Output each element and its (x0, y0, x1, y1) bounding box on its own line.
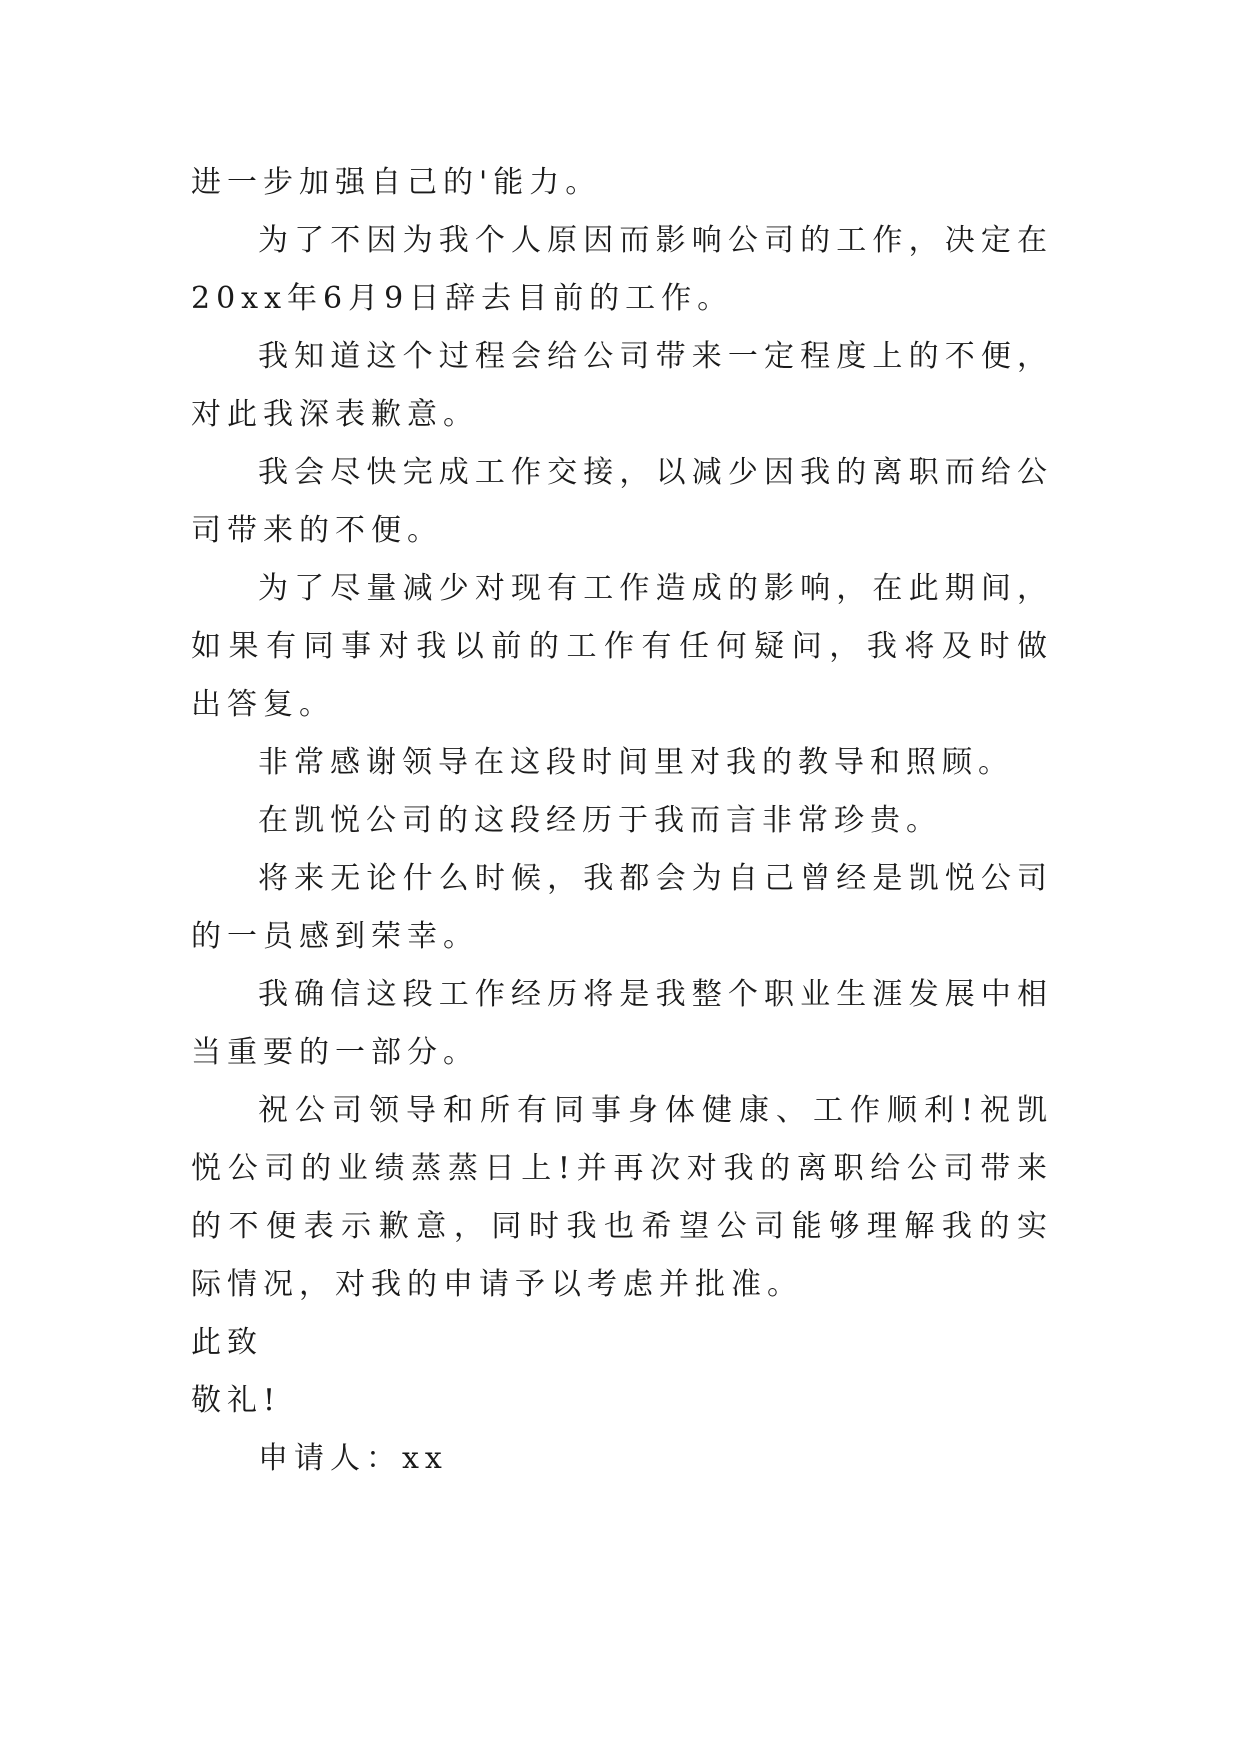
letter-body (191, 154, 1053, 1488)
paragraph-questions: 为了尽量减少对现有工作造成的影响，在此期间，如果有同事对我以前的工作有任何疑问，我将及时做出答复。 (191, 571, 1053, 722)
signature: 申请人：xx (258, 1441, 448, 1476)
closing-line-2: 敬礼! (191, 1383, 282, 1418)
paragraph-apology: 我知道这个过程会给公司带来一定程度上的不便，对此我深表歉意。 (191, 339, 1053, 432)
continued-line: 进一步加强自己的'能力。 (191, 165, 602, 200)
paragraph-wishes: 祝公司领导和所有同事身体健康、工作顺利!祝凯悦公司的业绩蒸蒸日上!并再次对我的离职给公司带来的不便表示歉意，同时我也希望公司能够理解我的实际情况，对我的申请予以考虑并批准。 (191, 1093, 1053, 1302)
paragraph-career: 我确信这段工作经历将是我整个职业生涯发展中相当重要的一部分。 (191, 977, 1053, 1070)
paragraph-resignation-date: 为了不因为我个人原因而影响公司的工作，决定在20xx年6月9日辞去目前的工作。 (191, 223, 1053, 316)
paragraph-honor: 将来无论什么时候，我都会为自己曾经是凯悦公司的一员感到荣幸。 (191, 861, 1053, 954)
paragraph-experience: 在凯悦公司的这段经历于我而言非常珍贵。 (258, 803, 942, 838)
closing-line-1: 此致 (191, 1325, 263, 1360)
paragraph-handover: 我会尽快完成工作交接，以减少因我的离职而给公司带来的不便。 (191, 455, 1053, 548)
paragraph-thanks: 非常感谢领导在这段时间里对我的教导和照顾。 (258, 745, 1014, 780)
